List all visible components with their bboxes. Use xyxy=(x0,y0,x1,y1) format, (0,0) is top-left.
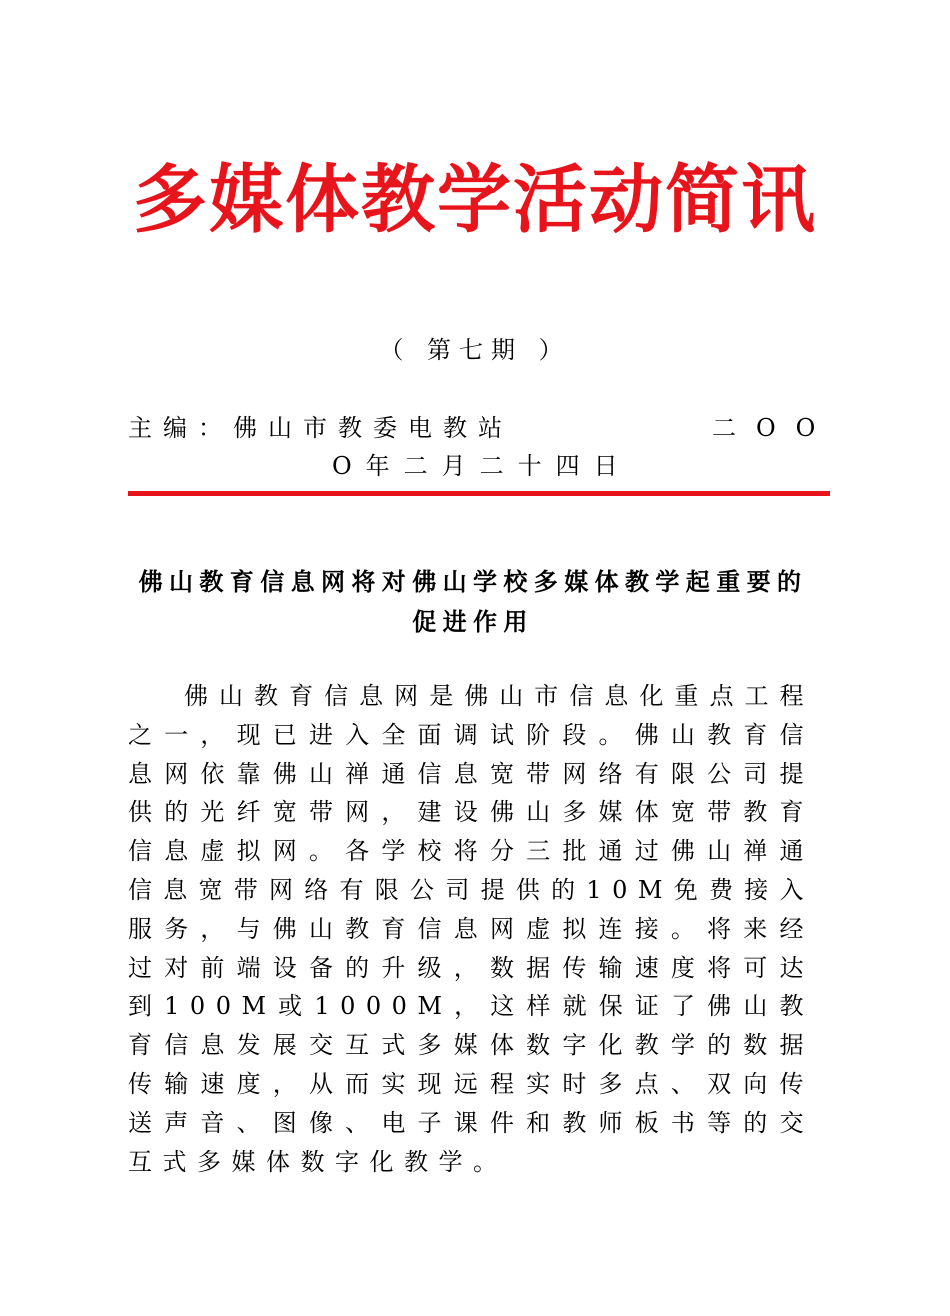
article-body: 佛山教育信息网是佛山市信息化重点工程之一，现已进入全面调试阶段。佛山教育信息网依靠佛山禅通信息宽带网络有限公司提供的光纤宽带网，建设佛山多媒体宽带教育信息虚拟网。各学校将分三批通过佛山禅通信息宽带网络有限公司提供的10M免费接入服务，与佛山教育信息网虚拟连接。将来经过对前端设备的升级，数据传输速度将可达到100M或1000M，这样就保证了佛山教育信息发展交互式多媒体数字化教学的数据传输速度，从而实现远程实时多点、双向传送声音、图像、电子课件和教师板书等的交互式多媒体数字化教学。 xyxy=(128,682,814,1176)
editor-label: 主编：佛山市教委电教站 xyxy=(128,414,513,442)
issue-number: （ 第七期 ） xyxy=(379,336,571,364)
article-headline: 佛山教育信息网将对佛山学校多媒体教学起重要的促进作用 xyxy=(138,568,808,636)
masthead-divider xyxy=(128,491,830,496)
masthead-title: 多媒体教学活动简讯 xyxy=(133,157,817,243)
issue-date-start: 二OO xyxy=(712,414,836,442)
issue-date-end: O年二月二十四日 xyxy=(332,452,632,480)
